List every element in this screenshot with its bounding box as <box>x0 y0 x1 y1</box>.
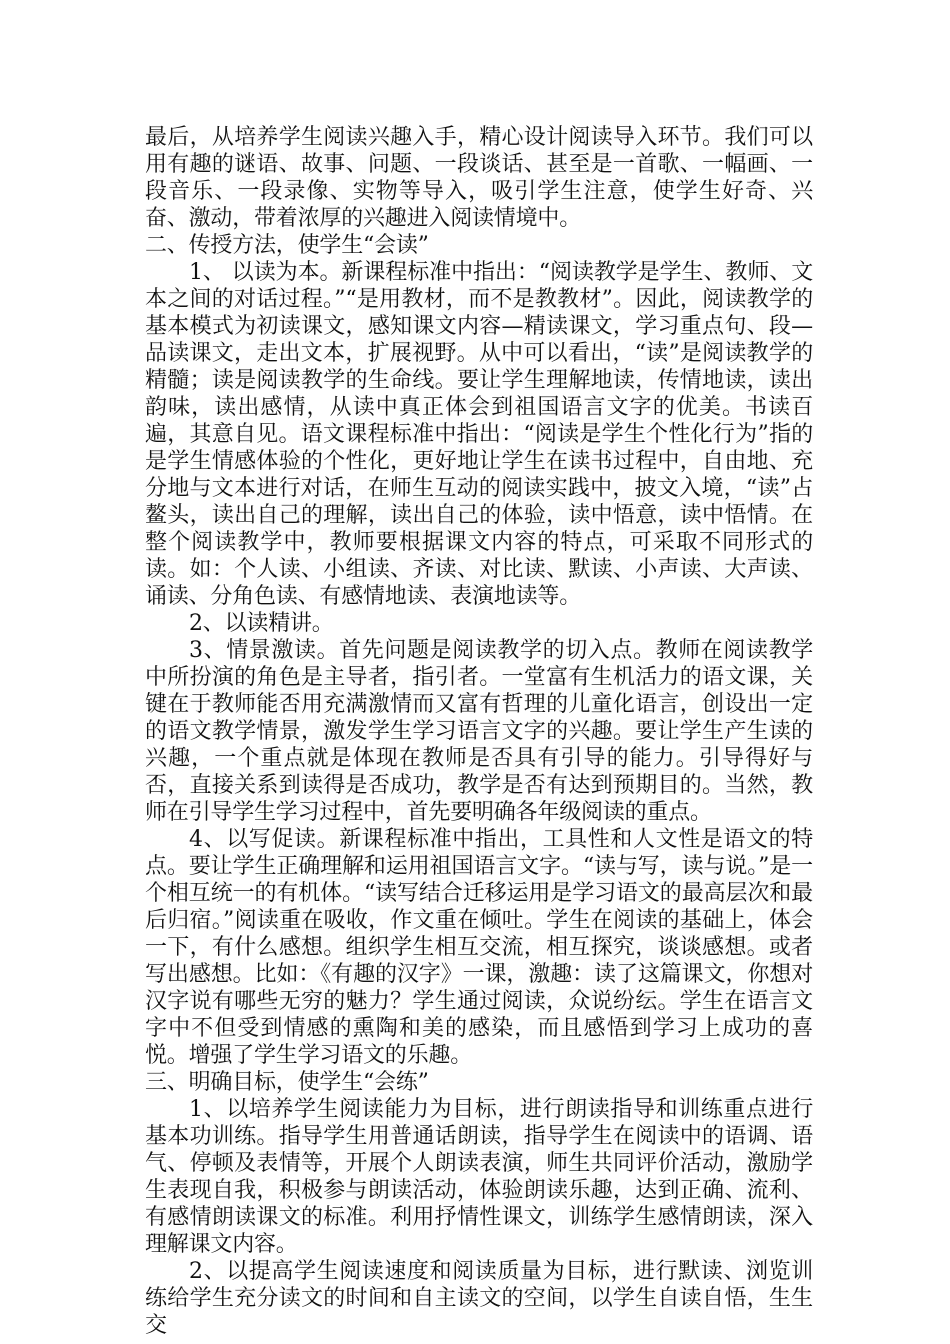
paragraph-intro-conclusion: 最后，从培养学生阅读兴趣入手，精心设计阅读导入环节。我们可以用有趣的谜语、故事、问题、一段谈话、甚至是一首歌、一幅画、一段音乐、一段录像、实物等导入，吸引学生注意，使学生好奇、兴奋、激动，带着浓厚的兴趣进入阅读情境中。 <box>145 125 813 231</box>
paragraph-read-and-explain: 2、以读精讲。 <box>189 611 334 636</box>
paragraph-write-to-read: 4、以写促读。新课程标准中指出，工具性和人文性是语文的特点。要让学生正确理解和运用祖国语言文字。“读与写，读与说。”是一个相互统一的有机体。“读写结合迁移运用是学习语文的最高层次和最后归宿。”阅读重在吸收，作文重在倾吐。学生在阅读的基础上，体会一下，有什么感想。组织学生相互交流，相互探究，谈谈感想。或者写出感想。比如：《有趣的汉字》一课，激趣：读了这篇课文，你想对汉字说有哪些无穷的魅力？学生通过阅读，众说纷纭。学生在语言文字中不但受到情感的熏陶和美的感染，而且感悟到学习上成功的喜悦。增强了学生学习语文的乐趣。 <box>145 827 813 1068</box>
section-heading-three: 三、明确目标，使学生“会练” <box>145 1070 429 1095</box>
paragraph-reading-speed-goal: 2、以提高学生阅读速度和阅读质量为目标，进行默读、浏览训练给学生充分读文的时间和自主读文的空间，以学生自读自悟，生生交 <box>145 1259 813 1338</box>
paragraph-scenario-reading: 3、情景激读。首先问题是阅读教学的切入点。教师在阅读教学中所扮演的角色是主导者，指引者。一堂富有生机活力的语文课，关键在于教师能否用充满激情而又富有哲理的儿童化语言，创设出一定的语文教学情景，激发学生学习语言文字的兴趣。要让学生产生读的兴趣，一个重点就是体现在教师是否具有引导的能力。引导得好与否，直接关系到读得是否成功，教学是否有达到预期目的。当然，教师在引导学生学习过程中，首先要明确各年级阅读的重点。 <box>145 638 813 825</box>
document-page <box>145 124 813 1339</box>
paragraph-reading-ability-goal: 1、以培养学生阅读能力为目标，进行朗读指导和训练重点进行基本功训练。指导学生用普通话朗读，指导学生在阅读中的语调、语气、停顿及表情等，开展个人朗读表演，师生共同评价活动，激励学生表现自我，积极参与朗读活动，体验朗读乐趣，达到正确、流利、有感情朗读课文的标准。利用抒情性课文，训练学生感情朗读，深入理解课文内容。 <box>145 1097 813 1257</box>
section-heading-two: 二、传授方法，使学生“会读” <box>145 233 429 258</box>
paragraph-read-as-base: 1、 以读为本。新课程标准中指出：“阅读教学是学生、教师、文本之间的对话过程。”“是用教材，而不是教教材”。因此，阅读教学的基本模式为初读课文，感知课文内容—精读课文，学习重点句、段—品读课文，走出文本，扩展视野。从中可以看出，“读”是阅读教学的精髓；读是阅读教学的生命线。要让学生理解地读，传情地读，读出韵味，读出感情，从读中真正体会到祖国语言文字的优美。书读百遍，其意自见。语文课程标准中指出：“阅读是学生个性化行为”指的是学生情感体验的个性化，更好地让学生在读书过程中，自由地、充分地与文本进行对话，在师生互动的阅读实践中，披文入境，“读”占鳌头，读出自己的理解，读出自己的体验，读中悟意，读中悟情。在整个阅读教学中，教师要根据课文内容的特点，可采取不同形式的读。如：个人读、小组读、齐读、对比读、默读、小声读、大声读、诵读、分角色读、有感情地读、表演地读等。 <box>145 260 813 609</box>
